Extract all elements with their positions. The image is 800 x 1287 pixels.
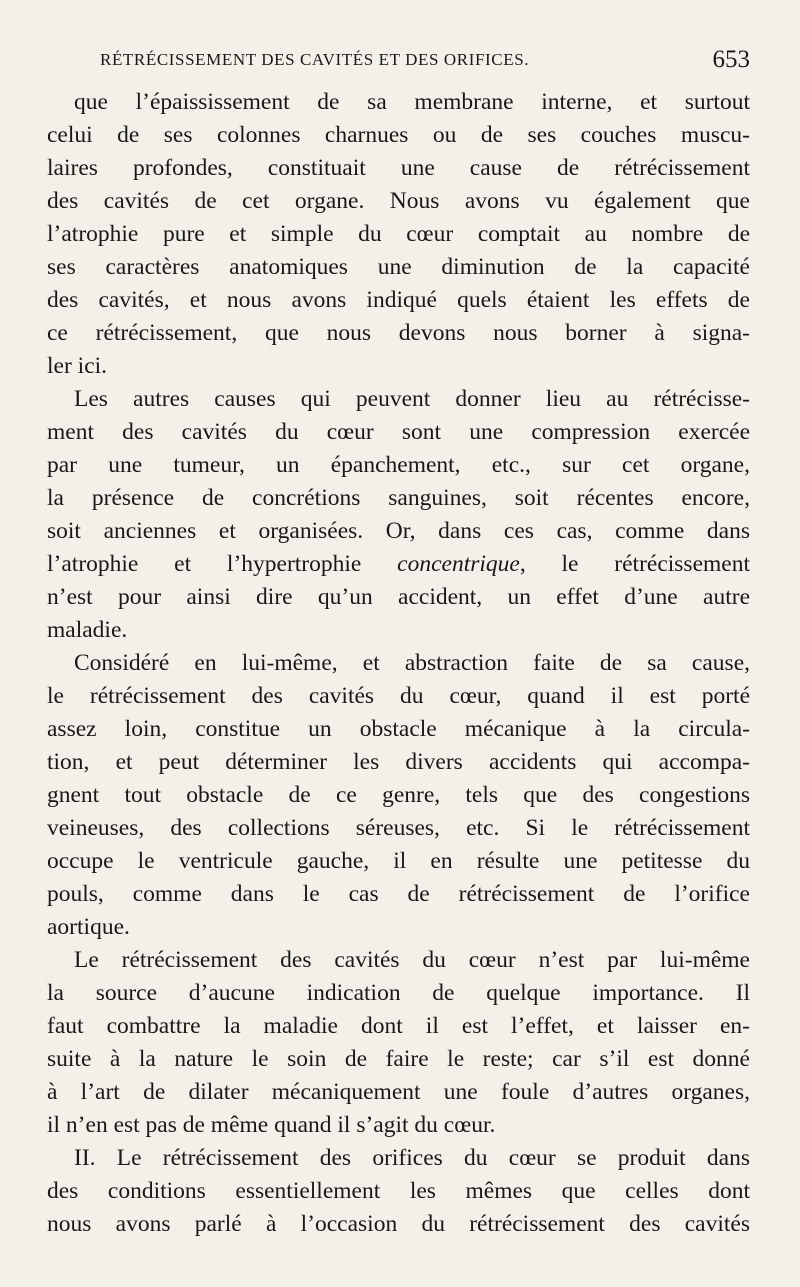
text-line (47, 152, 750, 185)
text-segment: Considéré en lui-même, et abstraction faite de sa cause, (74, 650, 750, 676)
text-segment: l’atrophie pure et simple du cœur comptait au nombre de (47, 221, 750, 247)
text-line (47, 515, 750, 548)
text-segment: que l’épaississement de sa membrane interne, et surtout (74, 89, 750, 115)
paragraph (47, 944, 750, 1142)
text-line (47, 1175, 750, 1208)
text-segment: ment des cavités du cœur sont une compression exercée (47, 419, 750, 445)
text-segment: n’est pour ainsi dire qu’un accident, un effet d’une autre (47, 584, 750, 610)
text-line (47, 1142, 750, 1175)
text-line (47, 944, 750, 977)
text-segment: celui de ses colonnes charnues ou de ses couches muscu- (47, 122, 750, 148)
italic-text: concentrique (397, 551, 520, 577)
text-segment: ses caractères anatomiques une diminution de la capacité (47, 254, 750, 280)
text-segment: assez loin, constitue un obstacle mécanique à la circula- (47, 716, 750, 742)
text-line (47, 845, 750, 878)
text-segment: pouls, comme dans le cas de rétrécissement de l’orifice (47, 881, 750, 907)
text-line (47, 680, 750, 713)
text-line (47, 218, 750, 251)
text-segment: tion, et peut déterminer les divers accidents qui accompa- (47, 749, 750, 775)
text-line (47, 1010, 750, 1043)
text-line (47, 86, 750, 119)
text-line (47, 449, 750, 482)
text-line (47, 548, 750, 581)
text-segment: aortique. (47, 914, 130, 940)
text-line (47, 284, 750, 317)
text-segment: par une tumeur, un épanchement, etc., sur cet organe, (47, 452, 750, 478)
text-segment: à l’art de dilater mécaniquement une foule d’autres organes, (47, 1079, 750, 1105)
text-line (47, 812, 750, 845)
page-number: 653 (712, 46, 750, 73)
text-line (47, 251, 750, 284)
text-segment: Le rétrécissement des cavités du cœur n’est par lui-même (74, 947, 750, 973)
text-line (47, 482, 750, 515)
text-line (47, 911, 750, 944)
paragraph (47, 1142, 750, 1241)
text-line (47, 977, 750, 1010)
text-line (47, 1208, 750, 1241)
text-line (47, 185, 750, 218)
text-segment: gnent tout obstacle de ce genre, tels que des congestions (47, 782, 750, 808)
text-segment: l’atrophie et l’hypertrophie (47, 551, 398, 577)
text-segment: veineuses, des collections séreuses, etc. Si le rétrécissement (47, 815, 750, 841)
text-line (47, 383, 750, 416)
text-line (47, 878, 750, 911)
body-text (47, 86, 750, 1241)
text-segment: il n’en est pas de même quand il s’agit du cœur. (47, 1112, 496, 1138)
text-line (47, 746, 750, 779)
text-segment: suite à la nature le soin de faire le reste; car s’il est donné (47, 1046, 750, 1072)
text-segment: occupe le ventricule gauche, il en résulte une petitesse du (47, 848, 750, 874)
text-line (47, 119, 750, 152)
text-line (47, 779, 750, 812)
text-segment: des conditions essentiellement les mêmes que celles dont (47, 1178, 750, 1204)
text-line (47, 416, 750, 449)
text-line (47, 350, 750, 383)
paragraph (47, 383, 750, 647)
text-line (47, 581, 750, 614)
paragraph (47, 647, 750, 944)
text-line (47, 1043, 750, 1076)
text-segment: nous avons parlé à l’occasion du rétrécissement des cavités (47, 1211, 750, 1237)
text-segment: faut combattre la maladie dont il est l’effet, et laisser en- (47, 1013, 750, 1039)
paragraph (47, 86, 750, 383)
text-segment: des cavités de cet organe. Nous avons vu également que (47, 188, 750, 214)
text-segment: , le rétrécissement (519, 551, 751, 577)
text-line (47, 713, 750, 746)
text-segment: ce rétrécissement, que nous devons nous borner à signa- (47, 320, 750, 346)
text-segment: II. Le rétrécissement des orifices du cœur se produit dans (74, 1145, 750, 1171)
running-head (100, 46, 750, 78)
text-segment: ler ici. (47, 353, 108, 379)
text-line (47, 1109, 750, 1142)
text-segment: laires profondes, constituait une cause de rétrécissement (47, 155, 750, 181)
text-line (47, 317, 750, 350)
text-line (47, 647, 750, 680)
text-segment: des cavités, et nous avons indiqué quels étaient les effets de (47, 287, 750, 313)
text-line (47, 614, 750, 647)
running-title: RÉTRÉCISSEMENT DES CAVITÉS ET DES ORIFICES. (100, 50, 530, 69)
text-line (47, 1076, 750, 1109)
text-segment: soit anciennes et organisées. Or, dans ces cas, comme dans (47, 518, 750, 544)
text-segment: la présence de concrétions sanguines, soit récentes encore, (47, 485, 750, 511)
text-segment: Les autres causes qui peuvent donner lieu au rétrécisse- (74, 386, 750, 412)
text-segment: le rétrécissement des cavités du cœur, quand il est porté (47, 683, 750, 709)
text-segment: maladie. (47, 617, 128, 643)
text-segment: la source d’aucune indication de quelque importance. Il (47, 980, 750, 1006)
